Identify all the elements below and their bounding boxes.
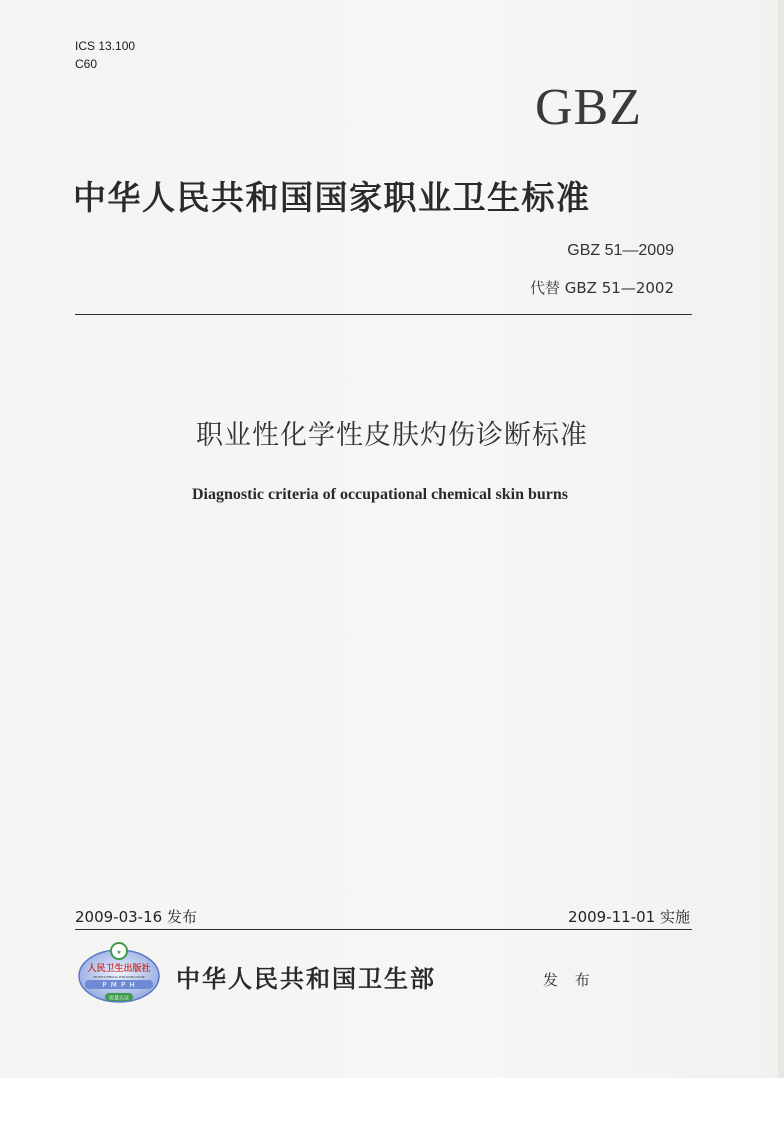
ccs-code: C60 xyxy=(75,57,98,71)
svg-text:★: ★ xyxy=(116,949,122,956)
ics-code: ICS 13.100 xyxy=(75,39,136,53)
standard-mark: GBZ xyxy=(535,79,642,136)
bottom-divider xyxy=(75,929,692,930)
top-divider xyxy=(75,314,692,315)
implementation-date: 2009-11-01 实施 xyxy=(568,908,690,926)
page-edge xyxy=(778,0,784,1078)
standard-number: GBZ 51—2009 xyxy=(567,242,674,259)
standard-category: 中华人民共和国国家职业卫生标准 xyxy=(73,178,591,217)
publisher-seal-logo xyxy=(77,942,161,1006)
replaces-standard: 代替 GBZ 51—2002 xyxy=(530,279,674,297)
document-title-chinese: 职业性化学性皮肤灼伤诊断标准 xyxy=(196,420,588,451)
publisher-name: 中华人民共和国卫生部 xyxy=(176,965,436,993)
seal-top-text: 人民卫生出版社 xyxy=(87,964,151,974)
seal-bottom-text: 质量认证 xyxy=(108,995,130,1002)
issue-date: 2009-03-16 发布 xyxy=(75,908,197,926)
document-title-english: Diagnostic criteria of occupational chemical skin burns xyxy=(192,486,568,503)
page-margin xyxy=(0,1078,784,1122)
publish-label: 发 布 xyxy=(543,971,596,989)
seal-letters: P M P H xyxy=(102,981,136,989)
seal-english-text: PEOPLE'S MEDICAL PUBLISHING HOUSE xyxy=(93,976,145,979)
